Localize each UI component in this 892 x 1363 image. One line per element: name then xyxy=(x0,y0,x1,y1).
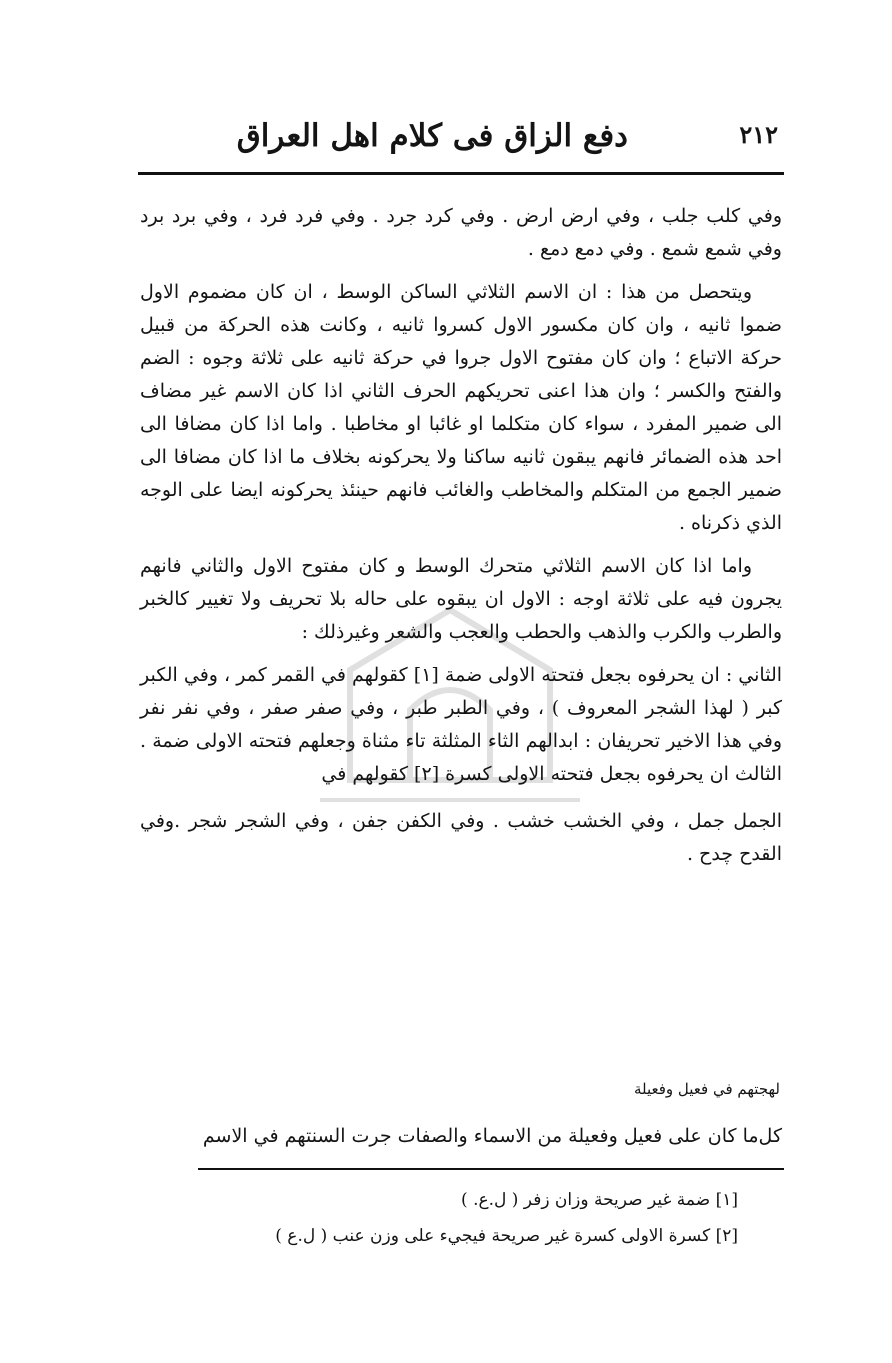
paragraph: الثاني : ان يحرفوه بجعل فتحته الاولى ضمة [۱] كقولهم في القمر كمر ، وفي الكبر كبر ( لهذا الشجر المعروف ) ، وفي الطبر طبر ، وفي صفر صفر ، وفي نفر نفر وفي هذا الاخير تحريفان : ابدالهم الثاء المثلثة تاء مثناة وجعلهم فتحته الاولى ضمة . الثالث ان يحرفوه بجعل فتحته الاولى كسرة [۲] كقولهم في xyxy=(140,664,783,785)
footnote-rule xyxy=(198,1168,784,1170)
paragraph: واما اذا كان الاسم الثلاثي متحرك الوسط و كان مفتوح الاول والثاني فانهم يجرون فيه على ثلاثة اوجه : الاول ان يبقوه على حاله بلا تحريف ولا تغيير كالخبر والطرب والكرب والذهب والحطب والعجب والشعر وغيرذلك : xyxy=(140,555,782,643)
bottom-line: كل‌ما كان على فعيل وفعيلة من الاسماء والصفات جرت السنتهم في الاسم xyxy=(202,1125,782,1147)
paragraph: وفي كلب جلب ، وفي ارض ارض . وفي كرد جرد . وفي فرد فرد ، وفي برد برد وفي شمع شمع . وفي دمع دمع . xyxy=(140,205,782,260)
running-title: دفع الزاق فی کلام اهل العراق xyxy=(236,118,628,154)
page-header xyxy=(138,118,778,168)
footnote: [۱] ضمة غير صريحة وزان زفر ( ل.ع. ) xyxy=(461,1190,738,1210)
footnote: [۲] كسرة الاولى كسرة غير صريحة فيجيء على وزن عنب ( ل.ع ) xyxy=(275,1226,738,1246)
footnotes xyxy=(198,1182,738,1254)
paragraph: ويتحصل من هذا : ان الاسم الثلاثي الساكن الوسط ، ان كان مضموم الاول ضموا ثانيه ، وان كان مكسور الاول كسروا ثانيه ، وكانت هذه الحركة من قبيل حركة الاتباع ؛ وان كان مفتوح الاول جروا في حركة ثانيه على ثلاثة وجوه : الضم والفتح والكسر ؛ وان هذا اعنى تحريكهم الحرف الثاني اذا كان الاسم غير مضاف الى ضمير المفرد ، سواء كان متكلما او غائبا او مخاطبا . واما اذا كان مضافا الى احد هذه الضمائر فانهم يبقون ثانيه ساكنا ولا يحركونه بخلاف ما اذا كان مضافا الى ضمير الجمع من المتكلم والمخاطب والغائب فانهم حينئذ يحركونه ايضا على الوجه الذي ذكرناه . xyxy=(140,281,782,534)
page-number: ۲۱۲ xyxy=(739,120,778,149)
header-rule xyxy=(138,172,784,175)
paragraph: الجمل جمل ، وفي الخشب خشب . وفي الكفن جفن ، وفي الشجر شجر .وفي القدح چدح . xyxy=(140,810,782,865)
marginal-note: لهجتهم في فعيل وفعيلة xyxy=(633,1080,780,1098)
main-text xyxy=(140,200,782,881)
